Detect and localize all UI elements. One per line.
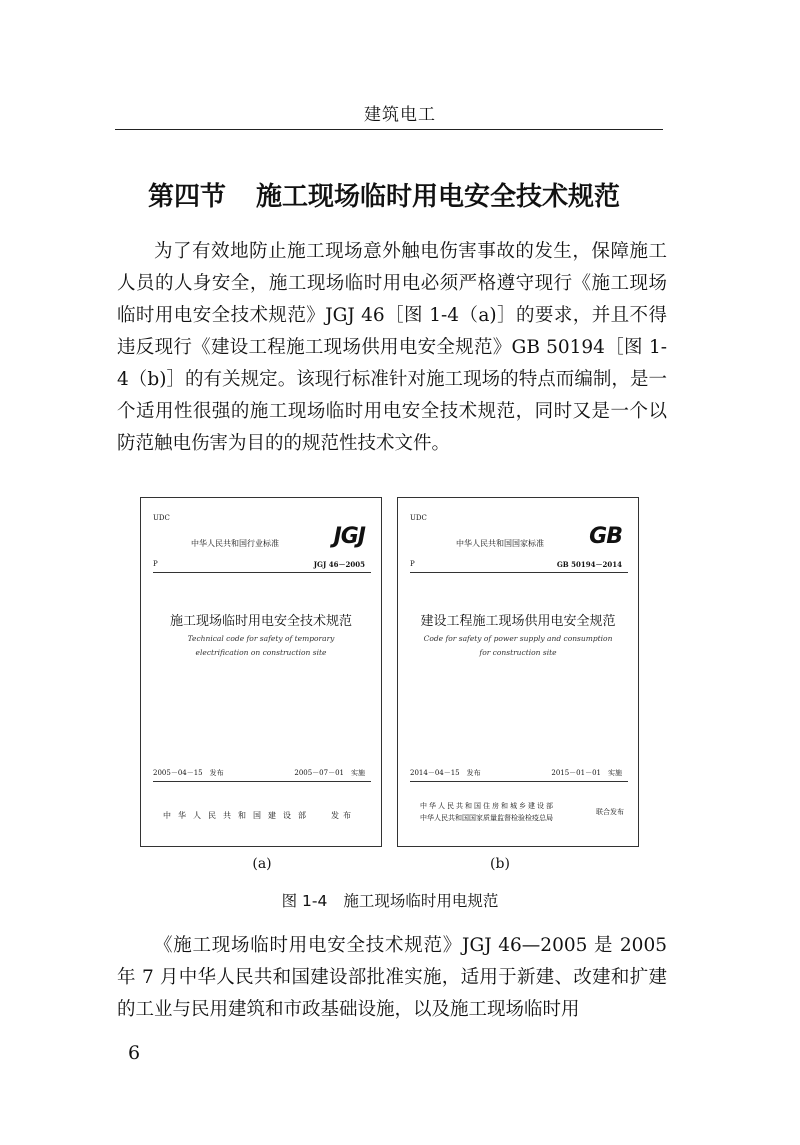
section-title — [148, 176, 620, 213]
cover-rule-top — [153, 572, 371, 573]
implement-date: 2005－07－01 实施 — [294, 769, 365, 777]
cover-title-cn: 建设工程施工现场供用电安全规范 — [420, 614, 616, 629]
classification-letter: P — [410, 560, 415, 568]
caption-text: 施工现场临时用电规范 — [343, 892, 499, 910]
body-paragraph-2: 《施工现场临时用电安全技术规范》JGJ 46—2005 是 2005 年 7 月中华人民共和国建设部批准实施，适用于新建、改建和扩建的工业与民用建筑和市政基础设施，以及施工现场临时用 — [117, 935, 667, 1020]
running-head: 建筑电工 — [364, 105, 436, 125]
standard-code: JGJ 46－2005 — [313, 560, 365, 569]
header-rule — [115, 129, 663, 130]
issue-word: 发布 — [331, 811, 355, 820]
publish-date: 2014－04－15 发布 — [410, 769, 481, 777]
figure-label-b: (b) — [490, 856, 510, 872]
implement-date: 2015－01－01 实施 — [551, 769, 622, 777]
section-title-text: 施工现场临时用电安全技术规范 — [256, 182, 621, 212]
gb-logo: GB — [589, 524, 622, 549]
cover-rule-top — [410, 572, 628, 573]
issuer: 中华人民共和国建设部 — [163, 811, 313, 820]
cover-title-en: Code for safety of power supply and consumption for construction site — [423, 634, 613, 657]
jgj-logo: JGJ — [333, 524, 365, 549]
page-number: 6 — [128, 1042, 141, 1064]
issuing-category: 中华人民共和国国家标准 — [456, 539, 544, 548]
cover-title-en: Technical code for safety of temporary electrification on construction site — [187, 634, 335, 657]
cover-rule-bottom — [410, 781, 628, 782]
publish-date: 2005－04－15 发布 — [153, 769, 224, 777]
cover-rule-bottom — [153, 781, 371, 782]
standard-code: GB 50194－2014 — [556, 560, 622, 569]
cover-title-cn: 施工现场临时用电安全技术规范 — [169, 614, 352, 629]
standard-cover-b — [397, 497, 639, 847]
caption-number: 图 1-4 — [281, 892, 328, 910]
classification-letter: P — [153, 560, 158, 568]
issue-word: 联合发布 — [596, 808, 624, 816]
figure-label-a: (a) — [252, 856, 272, 872]
udc-label: UDC — [153, 514, 170, 522]
section-number: 第四节 — [148, 182, 227, 212]
body-paragraph-1: 为了有效地防止施工现场意外触电伤害事故的发生，保障施工人员的人身安全，施工现场临时用电必须严格遵守现行《施工现场临时用电安全技术规范》JGJ 46［图 1-4（a)］的要求，并且不得违反现行《建设工程施工现场供用电安全规范》GB 50194［图 1-4（b)］的有关规定。该现行标准针对施工现场的特点而编制，是一个适用性很强的施工现场临时用电安全技术规范，同时又是一个以防范触电伤害为目的的规范性技术文件。 — [117, 241, 667, 454]
udc-label: UDC — [410, 514, 427, 522]
issuing-category: 中华人民共和国行业标准 — [191, 539, 279, 548]
issuer-line-2: 中华人民共和国国家质量监督检验检疫总局 — [420, 814, 553, 822]
standard-cover-a — [140, 497, 382, 847]
issuer-line-1: 中华人民共和国住房和城乡建设部 — [420, 802, 555, 810]
figure-caption — [0, 889, 780, 911]
